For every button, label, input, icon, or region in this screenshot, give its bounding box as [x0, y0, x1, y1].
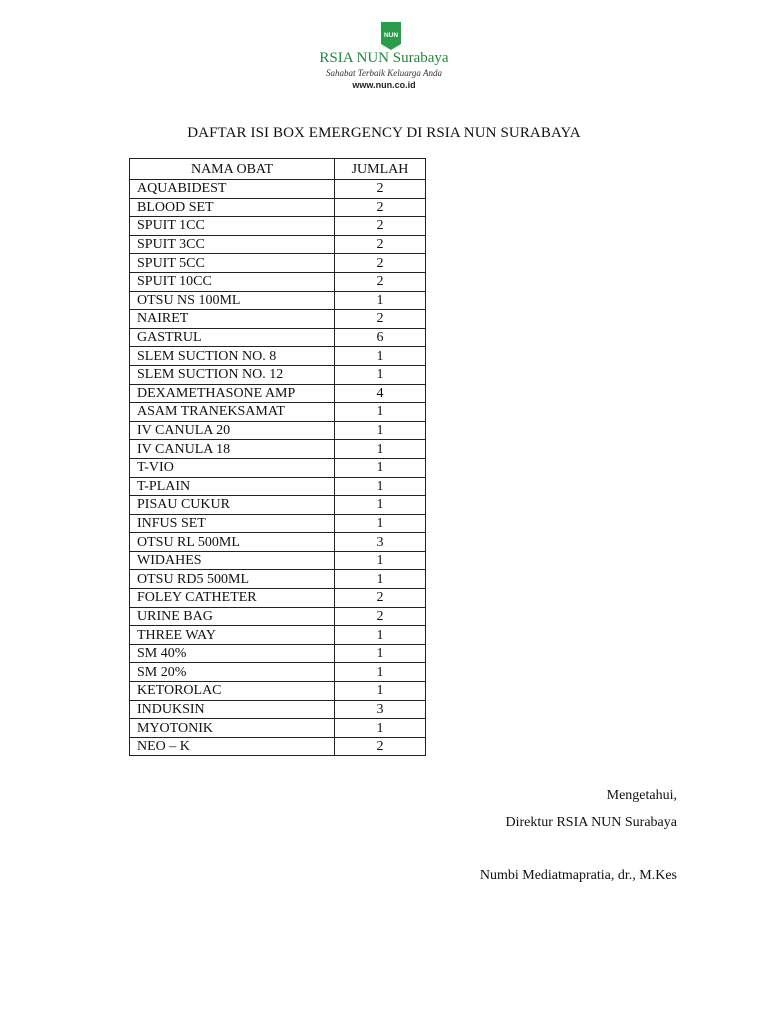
table-row: [130, 310, 426, 329]
medicine-quantity: 2: [335, 737, 426, 756]
table-row: [130, 421, 426, 440]
hospital-website: www.nun.co.id: [352, 80, 416, 90]
medicine-quantity: 1: [335, 719, 426, 738]
table-row: [130, 403, 426, 422]
table-row: [130, 477, 426, 496]
table-row: [130, 272, 426, 291]
table-row: [130, 719, 426, 738]
medicine-quantity: 3: [335, 533, 426, 552]
table-header-row: [130, 159, 426, 180]
medicine-quantity: 1: [335, 626, 426, 645]
table-row: [130, 496, 426, 515]
medicine-name: GASTRUL: [130, 328, 335, 347]
medicine-name: NEO – K: [130, 737, 335, 756]
table-row: [130, 384, 426, 403]
medicine-name: SPUIT 1CC: [130, 217, 335, 236]
medicine-name: OTSU RD5 500ML: [130, 570, 335, 589]
hospital-logo: [300, 18, 468, 94]
table-row: [130, 607, 426, 626]
medicine-quantity: 1: [335, 403, 426, 422]
hospital-tagline: Sahabat Terbaik Keluarga Anda: [326, 68, 442, 78]
medicine-name: THREE WAY: [130, 626, 335, 645]
medicine-name: IV CANULA 20: [130, 421, 335, 440]
medicine-quantity: 1: [335, 365, 426, 384]
medicine-quantity: 2: [335, 198, 426, 217]
table-row: [130, 551, 426, 570]
medicine-quantity: 1: [335, 477, 426, 496]
medicine-name: T-VIO: [130, 458, 335, 477]
medicine-quantity: 2: [335, 235, 426, 254]
medicine-name: FOLEY CATHETER: [130, 589, 335, 608]
medicine-quantity: 1: [335, 551, 426, 570]
medicine-quantity: 1: [335, 440, 426, 459]
document-title: DAFTAR ISI BOX EMERGENCY DI RSIA NUN SURABAYA: [187, 125, 581, 141]
medicine-name: BLOOD SET: [130, 198, 335, 217]
medicine-quantity: 6: [335, 328, 426, 347]
table-row: [130, 589, 426, 608]
table-row: [130, 458, 426, 477]
medicine-name: INFUS SET: [130, 514, 335, 533]
medicine-quantity: 1: [335, 682, 426, 701]
medicine-quantity: 1: [335, 291, 426, 310]
medicine-quantity: 1: [335, 421, 426, 440]
table-row: [130, 663, 426, 682]
table-row: [130, 217, 426, 236]
table-row: [130, 235, 426, 254]
nun-logo-icon: [381, 22, 401, 50]
table-row: [130, 291, 426, 310]
signature-acknowledged: Mengetahui,: [606, 788, 677, 803]
logo-mark-text: NUN: [383, 32, 399, 39]
table-row: [130, 626, 426, 645]
signature-name: Numbi Mediatmapratia, dr., M.Kes: [479, 868, 677, 883]
table-row: [130, 514, 426, 533]
medicine-quantity: 4: [335, 384, 426, 403]
medicine-quantity: 2: [335, 217, 426, 236]
table-row: [130, 644, 426, 663]
medicine-quantity: 2: [335, 589, 426, 608]
medicine-name: SLEM SUCTION NO. 12: [130, 365, 335, 384]
medicine-name: AQUABIDEST: [130, 180, 335, 199]
medicine-name: SPUIT 3CC: [130, 235, 335, 254]
medicine-name: KETOROLAC: [130, 682, 335, 701]
medicine-name: OTSU NS 100ML: [130, 291, 335, 310]
medicine-name: INDUKSIN: [130, 700, 335, 719]
table-row: [130, 737, 426, 756]
table-row: [130, 570, 426, 589]
medicine-name: SM 20%: [130, 663, 335, 682]
medicine-name: URINE BAG: [130, 607, 335, 626]
medicine-quantity: 1: [335, 458, 426, 477]
medicine-quantity: 1: [335, 663, 426, 682]
medicine-quantity: 3: [335, 700, 426, 719]
medicine-quantity: 2: [335, 272, 426, 291]
table-row: [130, 254, 426, 273]
medicine-name: MYOTONIK: [130, 719, 335, 738]
signature-role: Direktur RSIA NUN Surabaya: [505, 815, 677, 830]
table-row: [130, 682, 426, 701]
medicine-name: NAIRET: [130, 310, 335, 329]
medicine-name: DEXAMETHASONE AMP: [130, 384, 335, 403]
medicine-name: T-PLAIN: [130, 477, 335, 496]
medicine-name: SLEM SUCTION NO. 8: [130, 347, 335, 366]
medicine-quantity: 1: [335, 347, 426, 366]
column-header-name: NAMA OBAT: [130, 159, 335, 180]
medicine-name: ASAM TRANEKSAMAT: [130, 403, 335, 422]
column-header-quantity: JUMLAH: [335, 159, 426, 180]
table-row: [130, 533, 426, 552]
medicine-name: WIDAHES: [130, 551, 335, 570]
medicine-quantity: 1: [335, 644, 426, 663]
medicine-name: OTSU RL 500ML: [130, 533, 335, 552]
medicine-name: SPUIT 10CC: [130, 272, 335, 291]
medicine-quantity: 1: [335, 570, 426, 589]
medicine-name: SM 40%: [130, 644, 335, 663]
table-row: [130, 440, 426, 459]
table-row: [130, 347, 426, 366]
table-row: [130, 365, 426, 384]
table-row: [130, 328, 426, 347]
medicine-quantity: 1: [335, 496, 426, 515]
medicine-quantity: 2: [335, 180, 426, 199]
medicine-quantity: 2: [335, 310, 426, 329]
table-row: [130, 198, 426, 217]
table-row: [130, 180, 426, 199]
medicine-name: PISAU CUKUR: [130, 496, 335, 515]
medicine-quantity: 2: [335, 607, 426, 626]
medicine-name: IV CANULA 18: [130, 440, 335, 459]
hospital-name: RSIA NUN Surabaya: [319, 50, 449, 66]
medicine-quantity: 2: [335, 254, 426, 273]
medicine-quantity: 1: [335, 514, 426, 533]
medicine-name: SPUIT 5CC: [130, 254, 335, 273]
table-row: [130, 700, 426, 719]
emergency-box-table: [129, 158, 426, 756]
table-body: [130, 180, 426, 756]
